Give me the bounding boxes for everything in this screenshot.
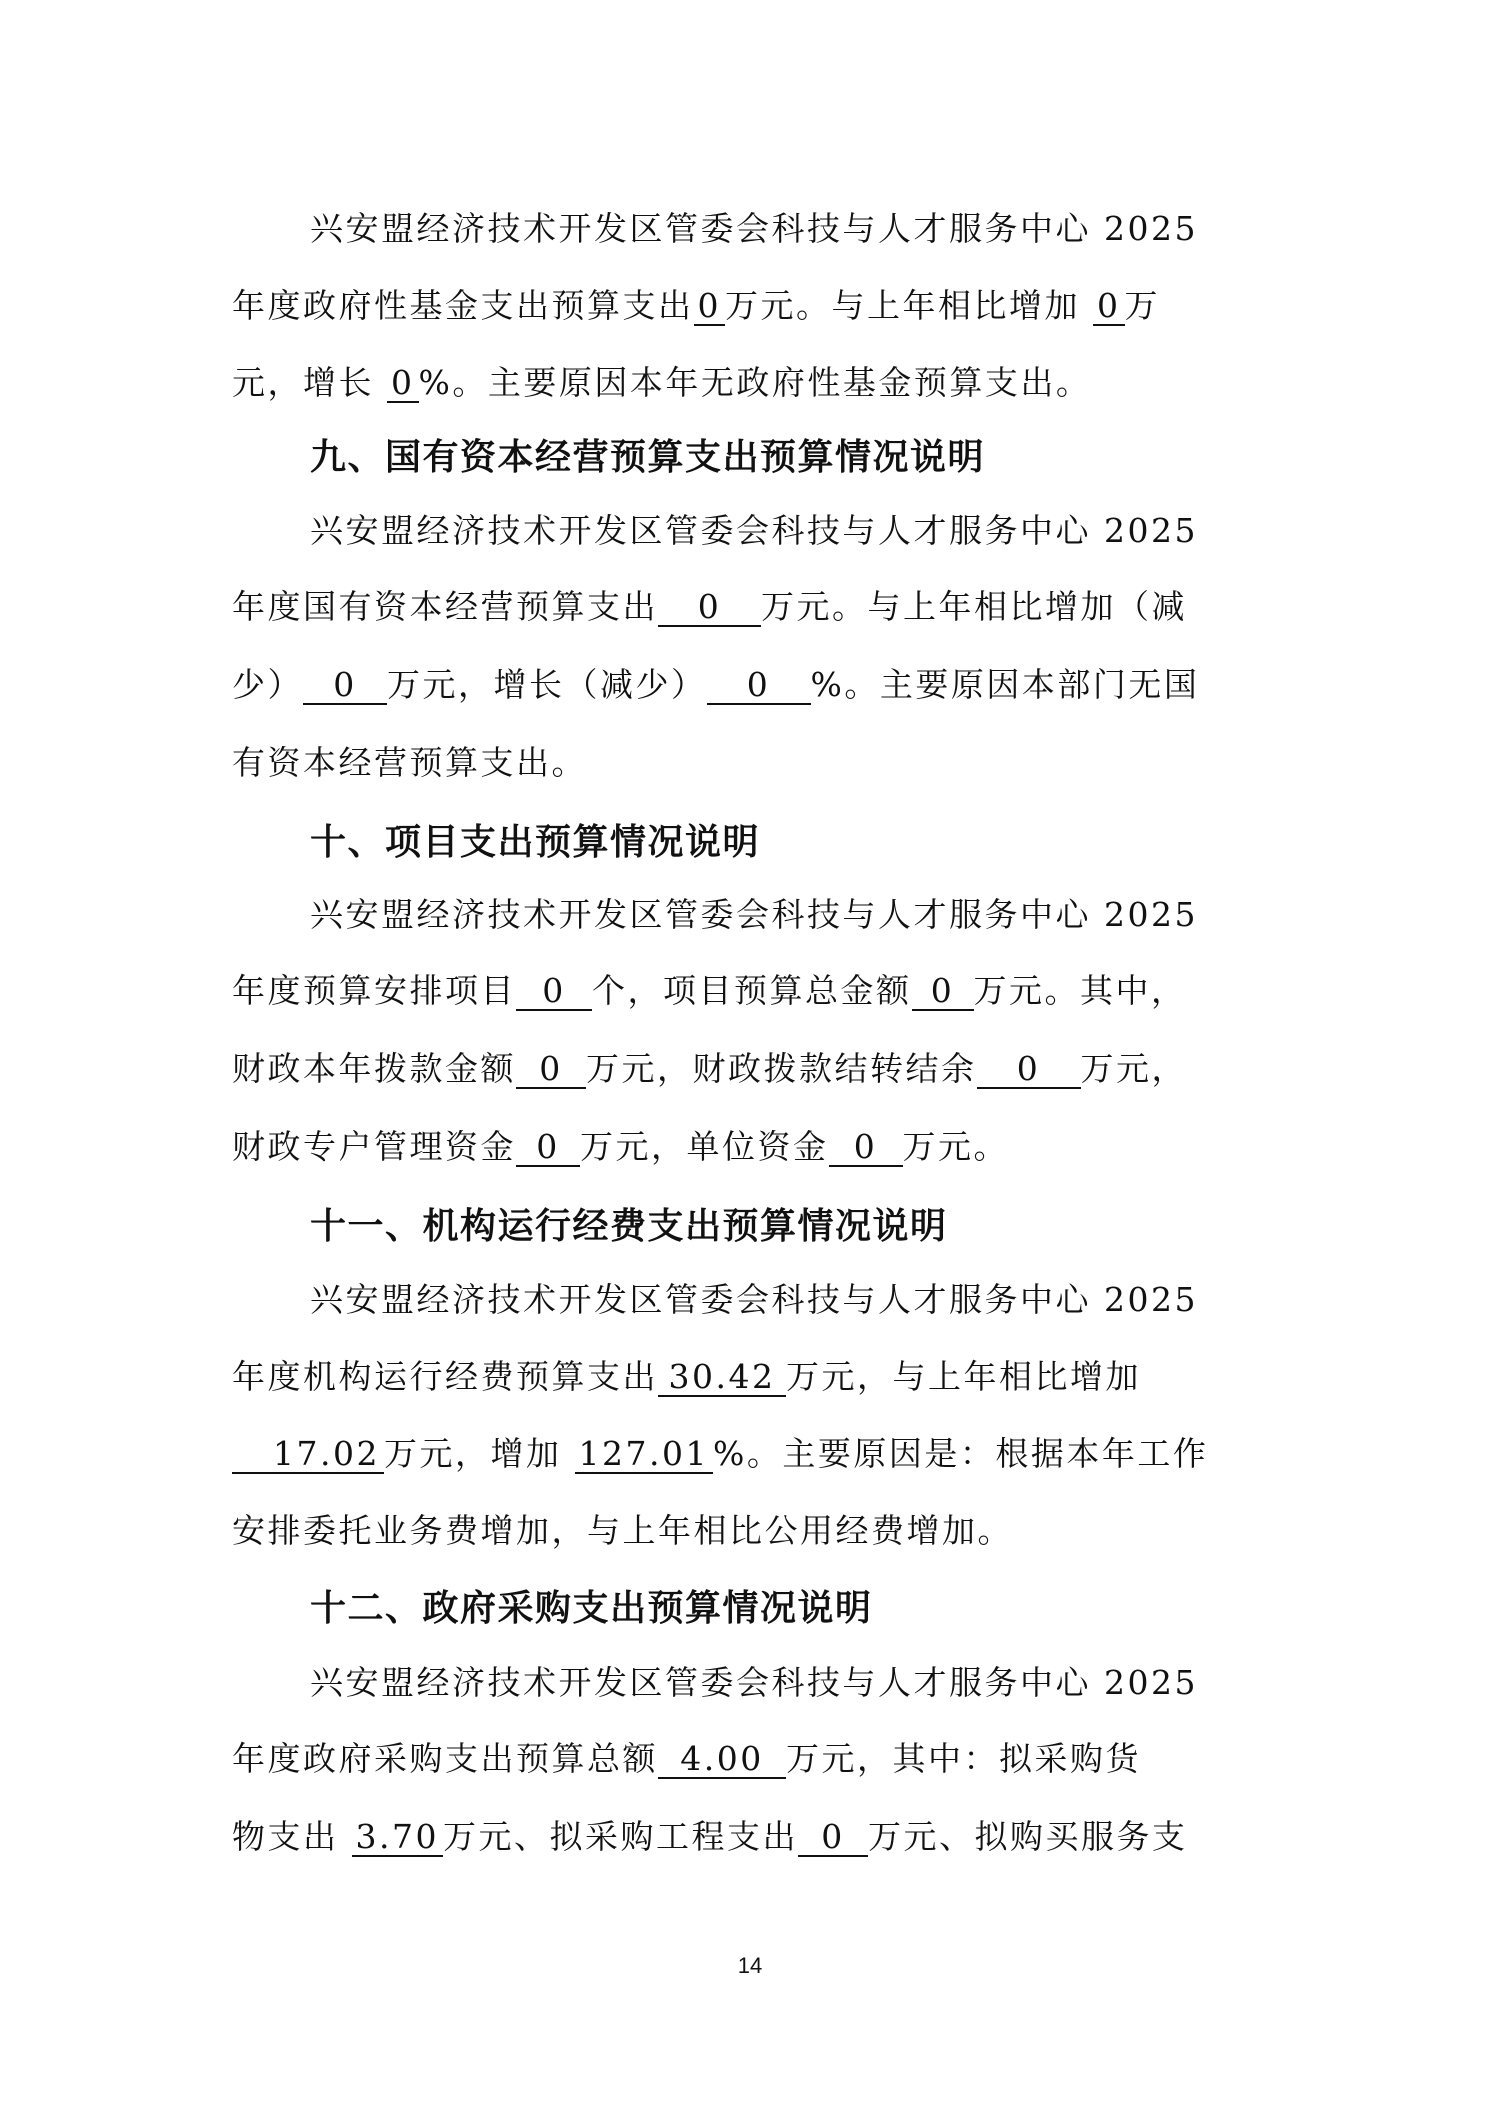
paragraph-line xyxy=(310,511,1198,550)
underlined-value: 3.70 xyxy=(352,1820,443,1857)
paragraph-line xyxy=(232,587,1187,627)
text: %。主要原因本部门无国 xyxy=(810,665,1200,704)
text: 万元。与上年相比增加 xyxy=(725,286,1093,325)
paragraph-line xyxy=(232,665,1200,705)
text: 个，项目预算总金额 xyxy=(592,971,912,1010)
text: 兴安盟经济技术开发区管委会科技与人才服务中心 2025 xyxy=(310,209,1198,248)
text: 万元，增加 xyxy=(384,1434,575,1473)
underlined-value: 0 xyxy=(387,366,419,403)
section-heading: 十、项目支出预算情况说明 xyxy=(310,822,761,863)
text: 万元，与上年相比增加 xyxy=(786,1357,1141,1396)
text: 万元，其中：拟采购货 xyxy=(786,1739,1141,1778)
paragraph-line xyxy=(232,1739,1141,1779)
text: 兴安盟经济技术开发区管委会科技与人才服务中心 2025 xyxy=(310,1663,1198,1702)
text: 安排委托业务费增加，与上年相比公用经费增加。 xyxy=(232,1511,1013,1550)
text: 万元，财政拨款结转结余 xyxy=(586,1049,977,1088)
underlined-value: 0 xyxy=(658,590,761,627)
text: 万元。与上年相比增加（减 xyxy=(761,587,1187,626)
text: 年度国有资本经营预算支出 xyxy=(232,587,658,626)
text: 兴安盟经济技术开发区管委会科技与人才服务中心 2025 xyxy=(310,511,1198,550)
underlined-value: 0 xyxy=(912,974,974,1011)
text: 年度政府性基金支出预算支出 xyxy=(232,286,694,325)
text: 万元。 xyxy=(902,1127,1009,1166)
text: 万元、拟采购工程支出 xyxy=(442,1817,798,1856)
text: 万元，单位资金 xyxy=(580,1127,829,1166)
text: %。主要原因本年无政府性基金预算支出。 xyxy=(418,363,1092,402)
paragraph-line xyxy=(310,1280,1198,1319)
paragraph-line xyxy=(232,1511,1013,1550)
underlined-value: 30.42 xyxy=(658,1360,786,1397)
text: 年度机构运行经费预算支出 xyxy=(232,1357,658,1396)
underlined-value: 0 xyxy=(516,974,592,1011)
paragraph-line xyxy=(232,1049,1187,1089)
paragraph-line xyxy=(232,1434,1209,1474)
text: 万元， xyxy=(1080,1049,1187,1088)
underlined-value: 0 xyxy=(798,1820,868,1857)
paragraph-line xyxy=(310,1663,1198,1702)
text: 万元、拟购买服务支 xyxy=(867,1817,1188,1856)
underlined-value: 0 xyxy=(1093,289,1125,326)
underlined-value: 0 xyxy=(707,668,811,705)
paragraph-line xyxy=(232,286,1160,326)
text: 年度政府采购支出预算总额 xyxy=(232,1739,658,1778)
underlined-value: 0 xyxy=(516,1052,586,1089)
paragraph-line xyxy=(232,363,1092,403)
text: 兴安盟经济技术开发区管委会科技与人才服务中心 2025 xyxy=(310,895,1198,934)
text: 财政专户管理资金 xyxy=(232,1127,516,1166)
underlined-value: 4.00 xyxy=(658,1742,786,1779)
text: 物支出 xyxy=(232,1817,352,1856)
text: 有资本经营预算支出。 xyxy=(232,743,587,782)
text: 万元，增长（减少） xyxy=(387,665,707,704)
paragraph-line xyxy=(232,971,1187,1011)
text: 万 xyxy=(1124,286,1160,325)
underlined-value: 0 xyxy=(829,1130,903,1167)
paragraph-line xyxy=(310,895,1198,934)
underlined-value: 0 xyxy=(694,289,726,326)
section-heading: 九、国有资本经营预算支出预算情况说明 xyxy=(310,437,986,478)
text: %。主要原因是：根据本年工作 xyxy=(712,1434,1209,1473)
paragraph-line xyxy=(310,209,1198,248)
text: 少） xyxy=(232,665,303,704)
underlined-value: 0 xyxy=(516,1130,580,1167)
underlined-value: 17.02 xyxy=(232,1437,384,1474)
text: 兴安盟经济技术开发区管委会科技与人才服务中心 2025 xyxy=(310,1280,1198,1319)
text: 财政本年拨款金额 xyxy=(232,1049,516,1088)
section-heading: 十一、机构运行经费支出预算情况说明 xyxy=(310,1206,948,1247)
page-number: 14 xyxy=(737,1953,763,1978)
underlined-value: 127.01 xyxy=(575,1437,713,1474)
underlined-value: 0 xyxy=(303,668,387,705)
paragraph-line xyxy=(232,1127,1009,1167)
paragraph-line xyxy=(232,1817,1188,1857)
underlined-value: 0 xyxy=(977,1052,1081,1089)
text: 元，增长 xyxy=(232,363,387,402)
paragraph-line xyxy=(232,743,587,782)
text: 年度预算安排项目 xyxy=(232,971,516,1010)
section-heading: 十二、政府采购支出预算情况说明 xyxy=(310,1588,873,1629)
text: 万元。其中， xyxy=(973,971,1187,1010)
paragraph-line xyxy=(232,1357,1141,1397)
